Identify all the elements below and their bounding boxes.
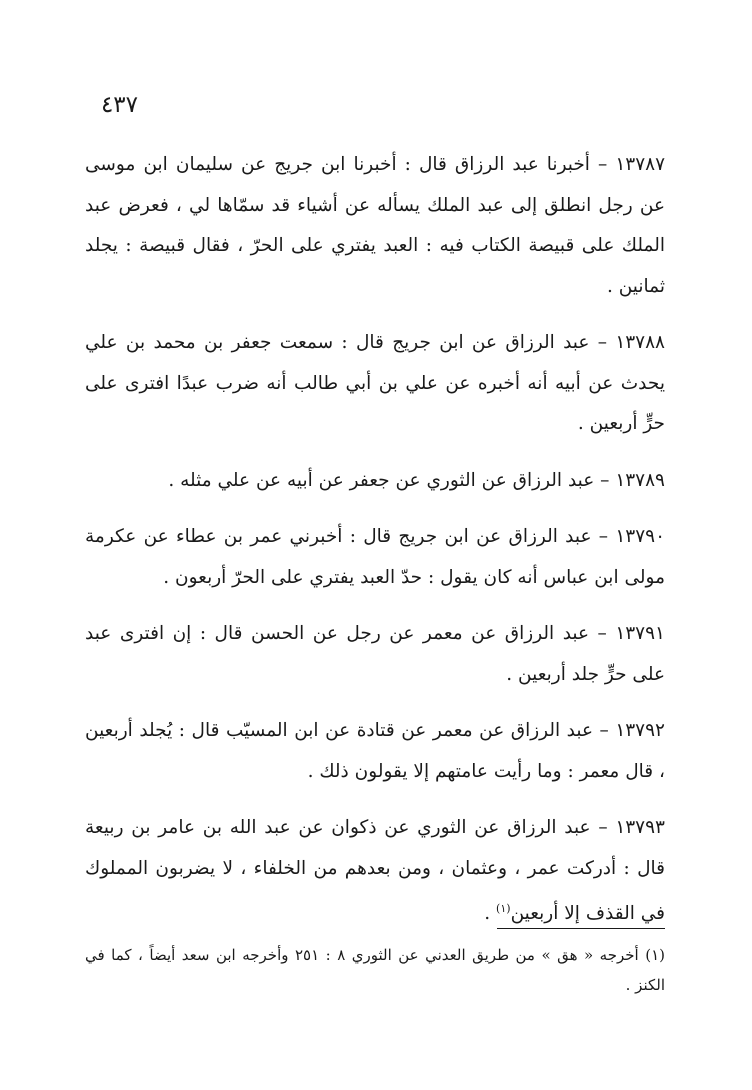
hadith-13792 [85,711,665,792]
hadith-text: عبد الرزاق عن ابن جريج قال : سمعت جعفر بن محمد بن علي يحدث عن أبيه أنه أخبره عن علي بن أبي طالب أنه ضرب عبدًا افترى على حرٍّ أربعين . [85,332,665,434]
hadith-number: ١٣٧٩٣ [615,817,665,838]
hadith-separator: – [593,720,616,741]
footnote-divider [497,928,665,929]
hadith-text: عبد الرزاق عن الثوري عن ذكوان عن عبد الله بن عامر بن ربيعة قال : أدركت عمر ، وعثمان ، ومن بعدهم من الخلفاء ، لا يضربون المملوك في القذف إلا أربعين [85,817,665,925]
hadith-separator: – [589,332,616,353]
hadith-separator: – [589,154,616,175]
hadith-separator: – [594,469,616,491]
footnote-text: (١) أخرجه « هق » من طريق العدني عن الثوري ٨ : ٢٥١ وأخرجه ابن سعد أيضاً ، كما في الكنز . [85,946,665,994]
hadith-separator: – [591,526,616,547]
footnote-reference: (١) [496,902,511,915]
hadith-13790 [85,517,665,598]
hadith-separator: – [589,623,616,644]
hadith-text: عبد الرزاق عن معمر عن رجل عن الحسن قال : إن افترى عبد على حرٍّ جلد أربعين . [85,623,665,685]
hadith-number: ١٣٧٨٧ [615,154,666,175]
hadith-13791 [85,614,665,695]
page-number: ٤٣٧ [100,92,138,118]
hadith-13788 [85,323,665,445]
hadith-tail: . [484,903,497,925]
hadith-text: عبد الرزاق عن معمر عن قتادة عن ابن المسيّب قال : يُجلد أربعين ، قال معمر : وما رأيت عامتهم إلا يقولون ذلك . [85,720,665,782]
hadith-13793 [85,808,665,935]
hadith-separator: – [590,817,616,838]
hadith-number: ١٣٧٨٩ [615,469,665,491]
hadith-text: عبد الرزاق عن الثوري عن جعفر عن أبيه عن علي مثله . [168,469,595,491]
hadith-13789 [85,461,665,502]
footnote [85,940,665,1000]
hadith-number: ١٣٧٩١ [615,623,665,644]
hadith-number: ١٣٧٩٠ [615,526,666,547]
hadith-13787 [85,145,665,307]
hadith-text: عبد الرزاق عن ابن جريج قال : أخبرني عمر بن عطاء عن عكرمة مولى ابن عباس أنه كان يقول : حدّ العبد يفتري على الحرّ أربعون . [85,526,665,588]
hadith-number: ١٣٧٨٨ [615,332,665,353]
hadith-number: ١٣٧٩٢ [615,720,665,741]
hadith-list [85,145,665,951]
hadith-text: أخبرنا عبد الرزاق قال : أخبرنا ابن جريج عن سليمان ابن موسى عن رجل انطلق إلى عبد الملك يسأله عن أشياء قد سمّاها لي ، فعرض عبد الملك على قبيصة الكتاب فيه : العبد يفتري على الحرّ ، فقال قبيصة : يجلد ثمانين . [85,154,665,297]
